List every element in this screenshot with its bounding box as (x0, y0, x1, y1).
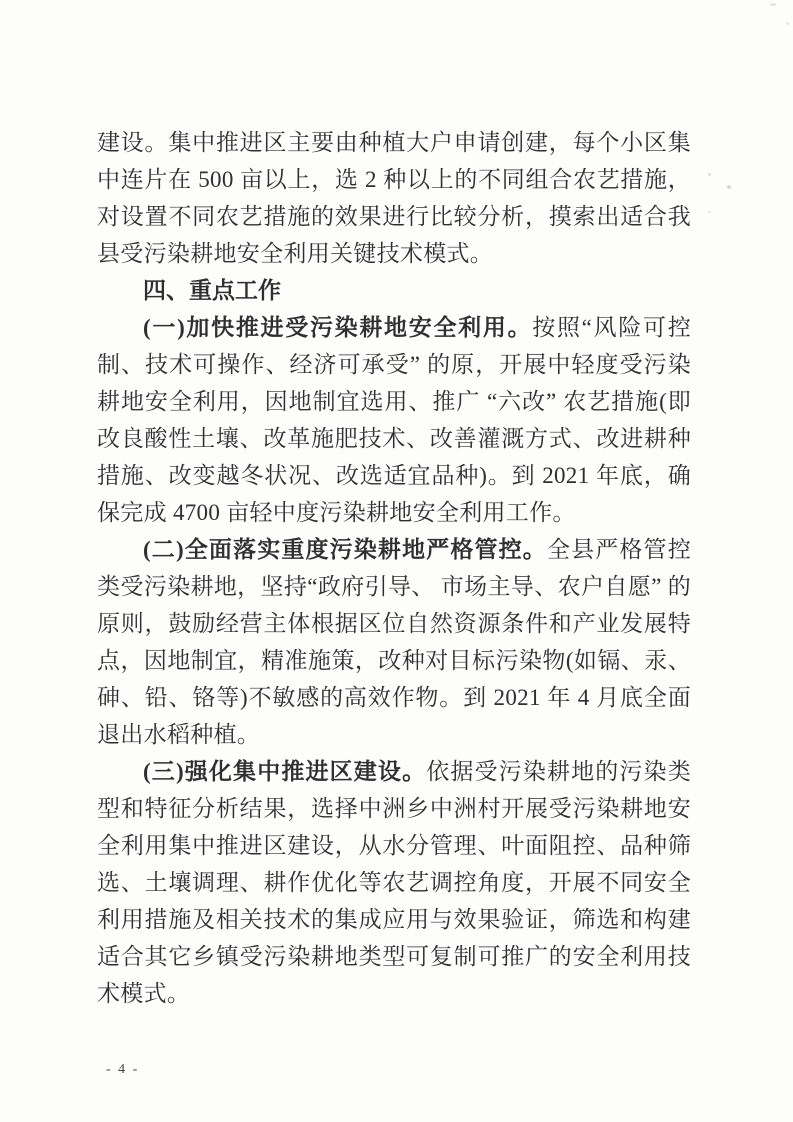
scan-speck (708, 173, 711, 176)
paragraph-item-1 (97, 309, 691, 531)
item-3-lead: (三)强化集中推进区建设。 (143, 759, 427, 784)
scan-speck (786, 22, 789, 25)
document-body (97, 124, 691, 1012)
page-number: - 4 - (106, 1062, 140, 1077)
item-2-lead: (二)全面落实重度污染耕地严格管控。 (143, 537, 547, 562)
paragraph-continuation: 建设。集中推进区主要由种植大户申请创建，每个小区集中连片在 500 亩以上，选 2 种以上的不同组合农艺措施，对设置不同农艺措施的效果进行比较分析，摸索出适合我县受污染耕地安全利用关键技术模式。 (97, 130, 691, 266)
scan-speck (727, 185, 731, 189)
section-heading: 四、重点工作 (143, 278, 281, 303)
scan-speck (708, 211, 711, 213)
item-3-body: 依据受污染耕地的污染类型和特征分析结果，选择中洲乡中洲村开展受污染耕地安全利用集中推进区建设，从水分管理、叶面阻控、品种筛选、土壤调理、耕作优化等农艺调控角度，开展不同安全利用措施及相关技术的集成应用与效果验证，筛选和构建适合其它乡镇受污染耕地类型可复制可推广的安全利用技术模式。 (97, 759, 691, 1006)
item-1-lead: (一)加快推进受污染耕地安全利用。 (143, 315, 533, 340)
paragraph-item-3 (97, 753, 691, 1012)
paragraph-item-2 (97, 531, 691, 753)
scan-speck (770, 3, 776, 6)
item-2-body: 全县严格管控类受污染耕地，坚持“政府引导、 市场主导、农户自愿” 的原则，鼓励经营主体根据区位自然资源条件和产业发展特点，因地制宜，精准施策，改种对目标污染物(如镉、汞、砷、铅、铬等)不敏感的高效作物。到 2021 年 4 月底全面退出水稻种植。 (97, 537, 692, 747)
item-1-body: 按照“风险可控制、技术可操作、经济可承受” 的原，开展中轻度受污染耕地安全利用，因地制宜选用、推广 “六改” 农艺措施(即改良酸性土壤、改革施肥技术、改善灌溉方式、改进耕种措施、改变越冬状况、改选适宜品种)。到 2021 年底，确保完成 4700 亩轻中度污染耕地安全利用工作。 (97, 315, 692, 525)
